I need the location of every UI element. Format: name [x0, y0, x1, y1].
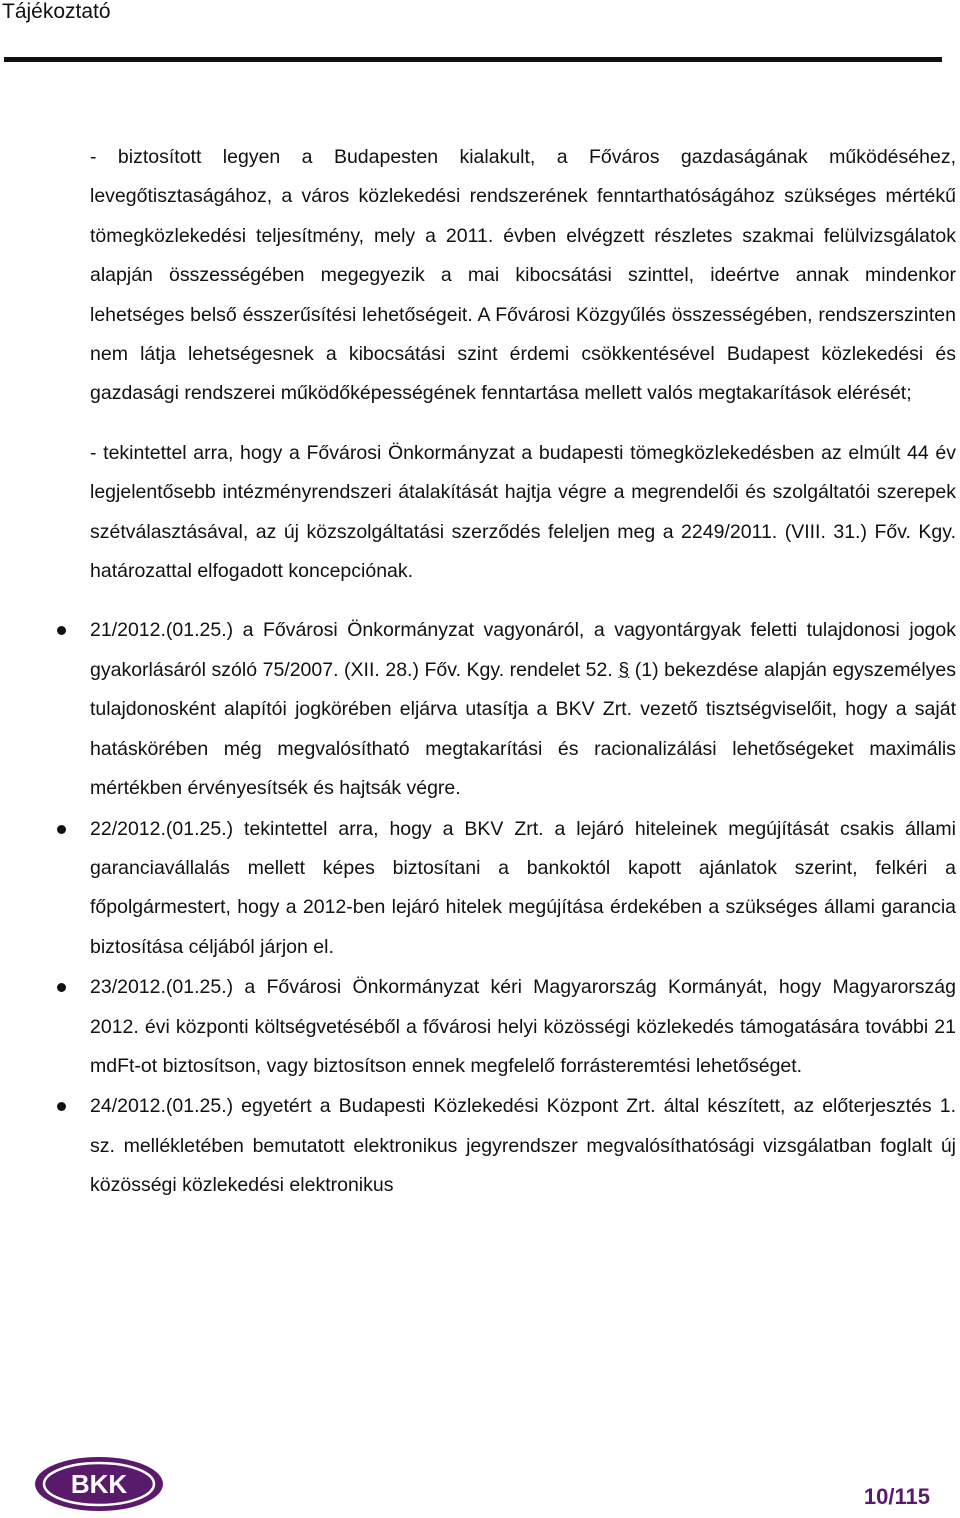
paragraph-2: - tekintettel arra, hogy a Fővárosi Önkormányzat a budapesti tömegközlekedésben az elmúlt 44 év legjelentősebb intézményrendszeri átalakítását hajtja végre a megrendelői és szolgáltatói szerepek szétválasztásával, az új közszolgáltatási szerződés feleljen meg a 2249/2011. (VIII. 31.) Főv. Kgy. határozattal elfogadott koncepciónak. [90, 441, 956, 583]
resolution-text: tekintettel arra, hogy a BKV Zrt. a lejáró hiteleinek megújítását csakis állami garanciavállalás mellett képes biztosítani a bankoktól kapott ajánlatok szerint, felkéri a főpolgármestert, hogy a 2012-ben lejáró hitelek megújítása érdekében a szükséges állami garancia biztosítása céljából járjon el. [90, 817, 956, 958]
bullet-icon [57, 1102, 66, 1111]
page-header-title: Tájékoztató [2, 0, 111, 23]
resolution-text: egyetért a Budapesti Közlekedési Központ Zrt. által készített, az előterjesztés 1. sz. mellékletében bemutatott elektronikus jegyrendszer megvalósíthatósági vizsgálatban foglalt új közösségi közlekedési elektronikus [90, 1095, 956, 1197]
list-item [90, 810, 956, 968]
resolution-id: 21/2012.(01.25.) [90, 619, 234, 642]
bkk-logo-icon [33, 1455, 165, 1513]
section-mark: § [618, 658, 630, 681]
resolution-id: 24/2012.(01.25.) [90, 1095, 234, 1118]
logo-text: BKK [70, 1469, 128, 1499]
header-rule [4, 57, 942, 62]
resolution-text: (1) bekezdése alapján egyszemélyes tulajdonosként alapítói jogkörében eljárva utasítja a BKV Zrt. vezető tisztségviselőit, hogy a saját hatáskörében még megvalósítható megtakarítási és racionalizálási lehetőségeket maximális mértékben érvényesítsék és hajtsák végre. [90, 658, 956, 800]
resolution-text: a Fővárosi Önkormányzat vagyonáról, a vagyontárgyak feletti tulajdonosi jogok gyakorlásáról szóló 75/2007. (XII. 28.) Főv. Kgy. rendelet 52. [90, 619, 956, 681]
resolution-id: 23/2012.(01.25.) [90, 976, 234, 999]
paragraph-gap [90, 414, 956, 434]
list-item [90, 611, 956, 808]
resolution-list [90, 611, 956, 1205]
page-number: 10/115 [863, 1484, 930, 1509]
resolution-id: 22/2012.(01.25.) [90, 817, 234, 840]
list-item [90, 968, 956, 1086]
paragraph-1: - biztosított legyen a Budapesten kialakult, a Főváros gazdaságának működéséhez, levegőtisztaságához, a város közlekedési rendszerének fenntarthatóságához szükséges mértékű tömegközlekedési teljesítmény, mely a 2011. évben elvégzett részletes szakmai felülvizsgálatok alapján összességében megegyezik a mai kibocsátási szinttel, ideértve annak mindenkor lehetséges belső ésszerűsítési lehetőségeit. A Fővárosi Közgyűlés összességében, rendszerszinten nem látja lehetségesnek a kibocsátási szint érdemi csökkentésével Budapest közlekedési és gazdasági rendszerei működőképességének fenntartása mellett valós megtakarítások elérését; [90, 146, 956, 405]
bullet-icon [57, 825, 66, 834]
list-item [90, 1087, 956, 1205]
bullet-icon [57, 983, 66, 992]
document-body [90, 138, 956, 1207]
bullet-icon [57, 626, 66, 635]
resolution-text: a Fővárosi Önkormányzat kéri Magyarország Kormányát, hogy Magyarország 2012. évi központi költségvetéséből a fővárosi helyi közösségi közlekedés támogatására további 21 mdFt-ot biztosítson, vagy biztosítson ennek megfelelő forrásteremtési lehetőséget. [90, 976, 956, 1077]
